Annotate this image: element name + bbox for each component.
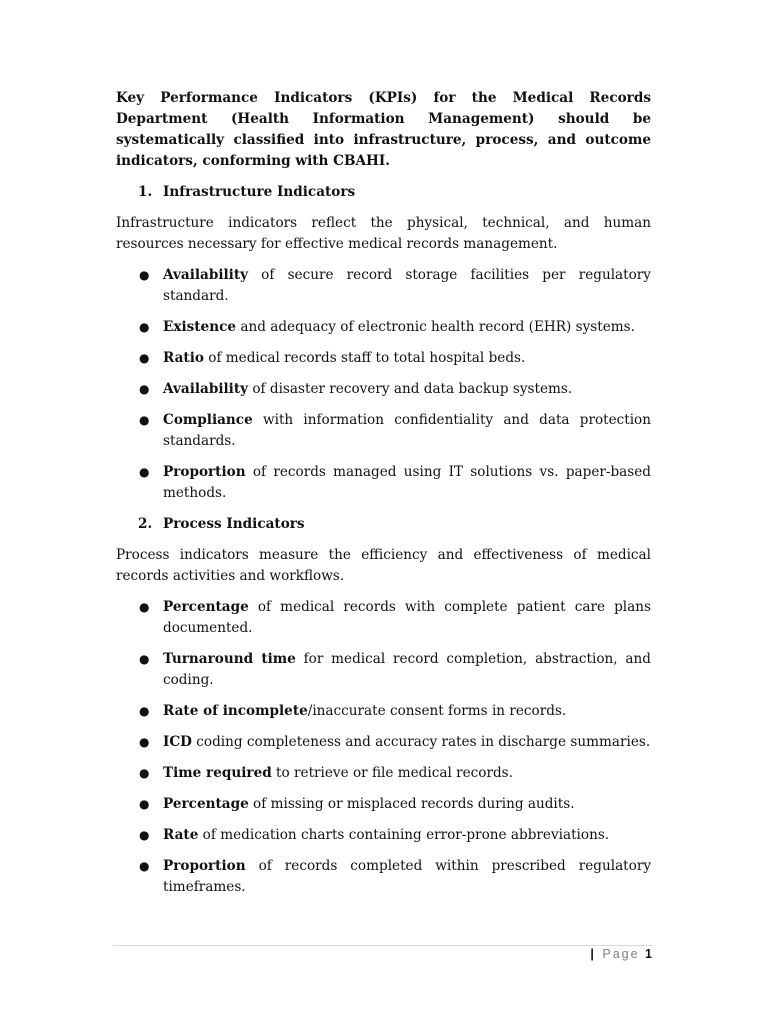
- list-item: ● Availability of secure record storage facilities per regulatory standard.: [139, 267, 651, 304]
- infrastructure-indicator-list: [116, 265, 651, 504]
- process-indicator-list: [116, 597, 651, 898]
- bullet-icon: ●: [139, 320, 150, 334]
- list-item: ● Rate of incomplete/inaccurate consent forms in records.: [116, 701, 651, 722]
- bullet-icon: ●: [139, 797, 150, 811]
- list-item: ● ICD coding completeness and accuracy rates in discharge summaries.: [116, 732, 651, 753]
- bullet-icon: ●: [139, 351, 150, 365]
- bullet-icon: ●: [139, 268, 150, 282]
- section-description: Infrastructure indicators reflect the physical, technical, and human resources necessary for effective medical records management.: [116, 215, 651, 252]
- bullet-icon: ●: [139, 465, 150, 479]
- section-number: 1.: [138, 184, 153, 200]
- page-number: 1: [645, 947, 652, 961]
- bullet-icon: ●: [139, 600, 150, 614]
- document-body: [116, 88, 651, 898]
- list-item: ● Proportion of records managed using IT solutions vs. paper-based methods.: [139, 464, 651, 501]
- footer-divider: [113, 945, 653, 946]
- page-label: Page: [602, 947, 640, 961]
- list-item: ● Percentage of medical records with complete patient care plans documented.: [139, 599, 651, 636]
- list-item: ● Rate of medication charts containing error-prone abbreviations.: [116, 825, 651, 846]
- list-item: ● Compliance with information confidentiality and data protection standards.: [139, 412, 651, 449]
- bullet-icon: ●: [139, 704, 150, 718]
- bullet-icon: ●: [139, 413, 150, 427]
- bullet-icon: ●: [139, 735, 150, 749]
- section-number: 2.: [138, 516, 153, 532]
- intro-paragraph: Key Performance Indicators (KPIs) for the Medical Records Department (Health Information Management) should be systematically classified into infrastructure, process, and outcome indicators, conforming with CBAHI.: [116, 90, 651, 169]
- section-title: Process Indicators: [163, 516, 305, 532]
- list-item: ● Percentage of missing or misplaced records during audits.: [116, 794, 651, 815]
- list-item: ● Availability of disaster recovery and data backup systems.: [116, 379, 651, 400]
- bullet-icon: ●: [139, 652, 150, 666]
- footer-separator: |: [590, 947, 594, 961]
- list-item: ● Ratio of medical records staff to total hospital beds.: [116, 348, 651, 369]
- page-footer: [590, 947, 652, 961]
- section-heading-process: [116, 514, 651, 535]
- list-item: ● Turnaround time for medical record completion, abstraction, and coding.: [139, 651, 651, 688]
- section-description: Process indicators measure the efficiency and effectiveness of medical records activities and workflows.: [116, 547, 651, 584]
- list-item: ● Time required to retrieve or file medical records.: [116, 763, 651, 784]
- list-item: ● Proportion of records completed within prescribed regulatory timeframes.: [139, 858, 651, 895]
- bullet-icon: ●: [139, 828, 150, 842]
- list-item: ● Existence and adequacy of electronic health record (EHR) systems.: [116, 317, 651, 338]
- bullet-icon: ●: [139, 382, 150, 396]
- section-title: Infrastructure Indicators: [163, 184, 356, 200]
- bullet-icon: ●: [139, 859, 150, 873]
- section-heading-infrastructure: [116, 182, 651, 203]
- bullet-icon: ●: [139, 766, 150, 780]
